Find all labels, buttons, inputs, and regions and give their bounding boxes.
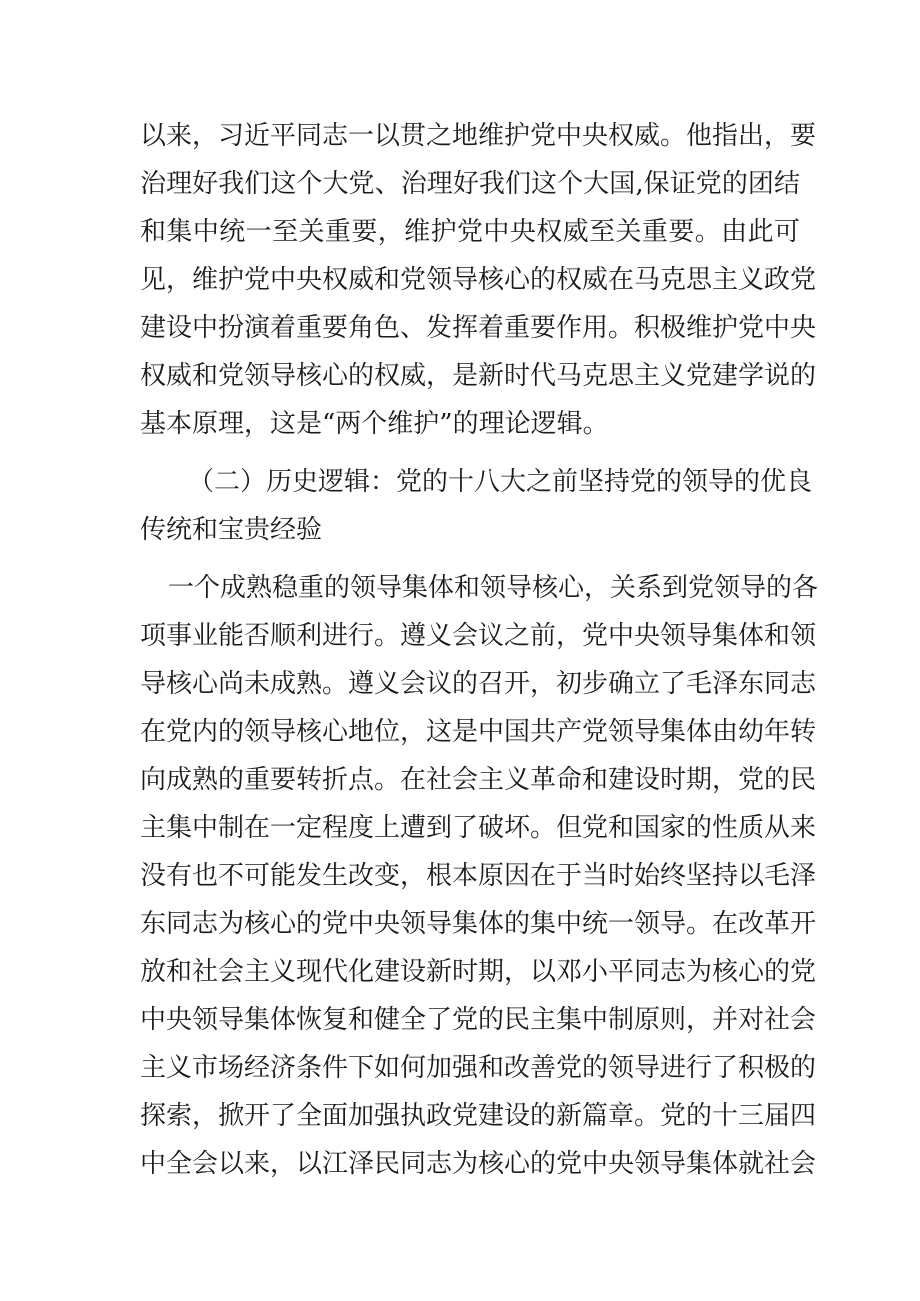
text-line: 基本原理，这是“两个维护”的理论逻辑。 xyxy=(140,409,609,439)
heading-line: 传统和宝贵经验 xyxy=(140,515,323,545)
text-line: 项事业能否顺利进行。遵义会议之前，党中央领导集体和领 xyxy=(140,621,817,651)
text-line: 向成熟的重要转折点。在社会主义革命和建设时期，党的民 xyxy=(140,765,817,795)
text-line: 权威和党领导核心的权威，是新时代马克思主义党建学说的 xyxy=(140,361,817,391)
text-line: 中央领导集体恢复和健全了党的民主集中制原则，并对社会 xyxy=(140,1005,817,1035)
text-line: 建设中扮演着重要角色、发挥着重要作用。积极维护党中央 xyxy=(140,313,817,343)
text-line: 一个成熟稳重的领导集体和领导核心，关系到党领导的各 xyxy=(168,573,819,603)
text-line: 以来，习近平同志一以贯之地维护党中央权威。他指出，要 xyxy=(140,121,817,151)
text-line: 治理好我们这个大党、治理好我们这个大国,保证党的团结 xyxy=(140,169,800,199)
text-line: 东同志为核心的党中央领导集体的集中统一领导。在改革开 xyxy=(140,909,817,939)
heading-line: （二）历史逻辑：党的十八大之前坚持党的领导的优良 xyxy=(188,467,813,497)
text-line: 没有也不可能发生改变，根本原因在于当时始终坚持以毛泽 xyxy=(140,861,817,891)
text-line: 见，维护党中央权威和党领导核心的权威在马克思主义政党 xyxy=(140,265,817,295)
text-line: 和集中统一至关重要，维护党中央权威至关重要。由此可 xyxy=(140,217,800,247)
text-line: 中全会以来，以江泽民同志为核心的党中央领导集体就社会 xyxy=(140,1149,817,1179)
text-line: 探索，掀开了全面加强执政党建设的新篇章。党的十三届四 xyxy=(140,1101,817,1131)
text-line: 主集中制在一定程度上遭到了破坏。但党和国家的性质从来 xyxy=(140,813,817,843)
text-line: 在党内的领导核心地位，这是中国共产党领导集体由幼年转 xyxy=(140,717,817,747)
text-line: 主义市场经济条件下如何加强和改善党的领导进行了积极的 xyxy=(140,1053,817,1083)
text-line: 放和社会主义现代化建设新时期，以邓小平同志为核心的党 xyxy=(140,957,817,987)
text-line: 导核心尚未成熟。遵义会议的召开，初步确立了毛泽东同志 xyxy=(140,669,817,699)
